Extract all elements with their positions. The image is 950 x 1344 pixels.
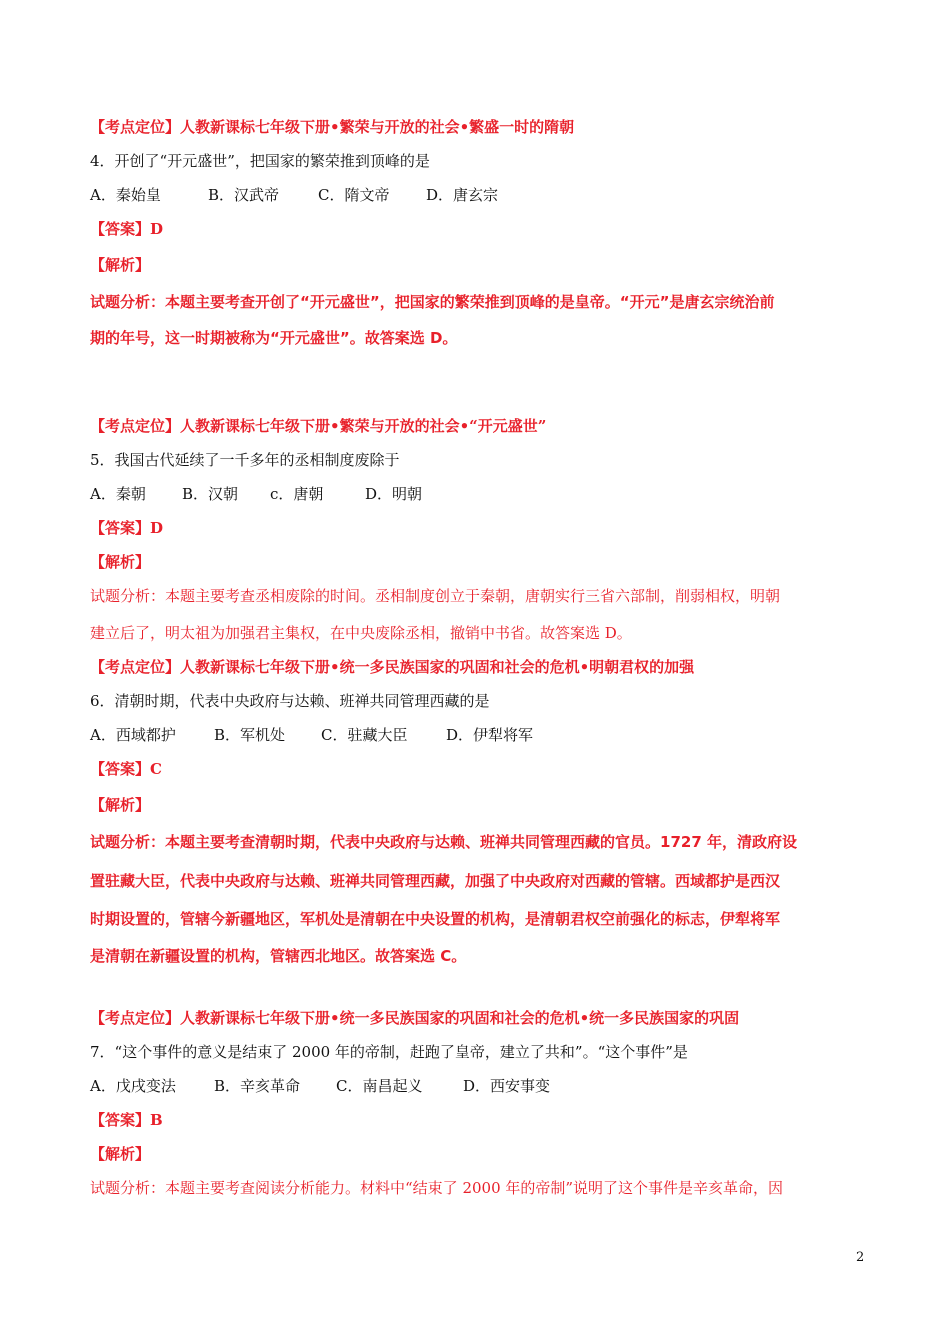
q4-option-a: A．秦始皇: [90, 186, 161, 204]
q4-option-d: D．唐玄宗: [426, 186, 499, 204]
q5-question: 5．我国古代延续了一千多年的丞相制度废除于: [90, 451, 400, 469]
q6-question: 6．清朝时期，代表中央政府与达赖、班禅共同管理西藏的是: [90, 692, 490, 710]
q6-option-d: D．伊犁将军: [446, 726, 534, 744]
q4-answer: 【答案】D: [90, 220, 164, 238]
q7-option-c: C．南昌起义: [336, 1077, 423, 1095]
q5-options: [90, 484, 422, 504]
q4-option-b: B．汉武帝: [208, 186, 280, 204]
page-number: 2: [856, 1250, 865, 1265]
q6-locate: 【考点定位】人教新课标七年级下册•统一多民族国家的巩固和社会的危机•统一多民族国家的巩固: [90, 1009, 740, 1027]
q5-option-a: A．秦朝: [90, 485, 146, 503]
q6-answer: 【答案】C: [90, 760, 162, 778]
q7-analysis-label: 【解析】: [90, 1145, 151, 1163]
q5-analysis-line: 试题分析：本题主要考查丞相废除的时间。丞相制度创立于秦朝，唐朝实行三省六部制，削弱相权，明朝: [90, 587, 781, 605]
q5-option-b: B．汉朝: [182, 485, 239, 503]
q5-analysis-label: 【解析】: [90, 553, 151, 571]
q4-prev-locate: 【考点定位】人教新课标七年级下册•繁荣与开放的社会•繁盛一时的隋朝: [90, 118, 575, 136]
q4-analysis-line: 试题分析：本题主要考查开创了“开元盛世”，把国家的繁荣推到顶峰的是皇帝。“开元”是唐玄宗统治前: [90, 293, 775, 311]
q4-option-c: C．隋文帝: [318, 186, 390, 204]
q6-analysis-line: 是清朝在新疆设置的机构，管辖西北地区。故答案选 C。: [90, 947, 467, 965]
q5-answer: 【答案】D: [90, 519, 164, 537]
q6-options: [90, 725, 533, 745]
q6-analysis-line: 置驻藏大臣，代表中央政府与达赖、班禅共同管理西藏，加强了中央政府对西藏的管辖。西域都护是西汉: [90, 872, 781, 890]
q7-answer: 【答案】B: [90, 1111, 163, 1129]
q7-option-d: D．西安事变: [463, 1077, 551, 1095]
q6-option-b: B．军机处: [214, 726, 286, 744]
q7-option-a: A．戊戌变法: [90, 1077, 176, 1095]
q5-option-c: c．唐朝: [270, 485, 324, 503]
q7-options: [90, 1076, 550, 1096]
q4-locate: 【考点定位】人教新课标七年级下册•繁荣与开放的社会•“开元盛世”: [90, 417, 547, 435]
q4-analysis-line: 期的年号，这一时期被称为“开元盛世”。故答案选 D。: [90, 329, 458, 347]
q7-question: 7．“这个事件的意义是结束了 2000 年的帝制，赶跑了皇帝，建立了共和”。“这个事件”是: [90, 1043, 688, 1061]
q6-analysis-line: 试题分析：本题主要考查清朝时期，代表中央政府与达赖、班禅共同管理西藏的官员。1727 年，清政府设: [90, 833, 797, 851]
q7-analysis-line: 试题分析：本题主要考查阅读分析能力。材料中“结束了 2000 年的帝制”说明了这个事件是辛亥革命，因: [90, 1179, 784, 1197]
q6-option-c: C．驻藏大臣: [321, 726, 408, 744]
q4-question: 4．开创了“开元盛世”，把国家的繁荣推到顶峰的是: [90, 152, 430, 170]
q4-analysis-label: 【解析】: [90, 256, 151, 274]
q5-analysis-line: 建立后了，明太祖为加强君主集权，在中央废除丞相，撤销中书省。故答案选 D。: [90, 624, 632, 642]
q6-option-a: A．西域都护: [90, 726, 176, 744]
q5-locate: 【考点定位】人教新课标七年级下册•统一多民族国家的巩固和社会的危机•明朝君权的加强: [90, 658, 695, 676]
q6-analysis-label: 【解析】: [90, 796, 151, 814]
q4-options: [90, 185, 498, 205]
q5-option-d: D．明朝: [365, 485, 423, 503]
q7-option-b: B．辛亥革命: [214, 1077, 301, 1095]
q6-analysis-line: 时期设置的，管辖今新疆地区，军机处是清朝在中央设置的机构，是清朝君权空前强化的标志，伊犁将军: [90, 910, 781, 928]
